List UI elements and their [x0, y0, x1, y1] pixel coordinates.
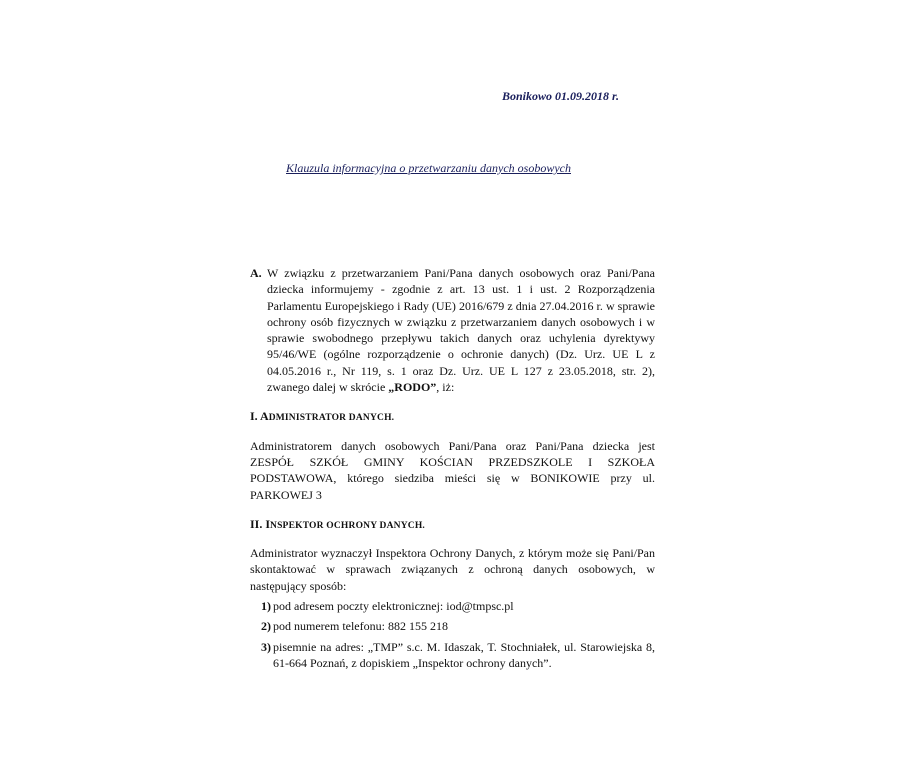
section-1-heading-initial: A [260, 409, 269, 424]
document-date: Bonikowo 01.09.2018 r. [502, 89, 620, 103]
list-number: 3) [261, 639, 271, 654]
list-text: pod adresem poczty elektronicznej: iod@tmpsc.pl [273, 599, 514, 614]
document-body [250, 265, 655, 671]
section-2-heading-initial: I [265, 516, 271, 531]
document-title: Klauzula informacyjna o przetwarzaniu danych osobowych [286, 161, 571, 175]
section-1-number: I. [250, 409, 258, 424]
administrator-paragraph: Administratorem danych osobowych Pani/Pana oraz Pani/Pana dziecka jest ZESPÓŁ SZKÓŁ GMINY KOŚCIAN PRZEDSZKOLE I SZKOŁA PODSTAWOWA, którego siedziba mieści się w BONIKOWIE przy ul. PARKOWEJ 3 [250, 438, 655, 502]
contact-method-post [250, 639, 655, 672]
section-2-number: II. [250, 516, 263, 531]
contact-method-phone [250, 618, 655, 634]
section-1-heading-rest: DMINISTRATOR DANYCH. [268, 413, 395, 424]
section-heading-inspector [250, 516, 655, 534]
list-text: pod numerem telefonu: 882 155 218 [273, 619, 448, 634]
contact-method-email [250, 598, 655, 614]
list-number: 2) [261, 619, 271, 634]
contact-methods-list [250, 598, 655, 671]
section-a-text-end: , iż: [436, 380, 455, 395]
section-2-heading-rest: NSPEKTOR OCHRONY DANYCH. [270, 520, 425, 531]
section-heading-administrator [250, 408, 655, 426]
rodo-term: „RODO” [388, 380, 437, 395]
list-number: 1) [261, 599, 271, 614]
section-a-text: W związku z przetwarzaniem Pani/Pana danych osobowych oraz Pani/Pana dziecka informujemy - zgodnie z art. 13 ust. 1 i ust. 2 Rozporządzenia Parlamentu Europejskiego i Rady (UE) 2016/679 z dnia 27.04.2016 r. w sprawie ochrony osób fizycznych w związku z przetwarzaniem danych osobowych i w sprawie swobodnego przepływu takich danych oraz uchylenia dyrektywy 95/46/WE (ogólne rozporządzenie o ochronie danych) (Dz. Urz. UE L z 04.05.2016 r., Nr 119, s. 1 oraz Dz. Urz. UE L 127 z 23.05.2018, str. 2), zwanego dalej w skrócie [267, 266, 655, 395]
inspector-paragraph: Administrator wyznaczył Inspektora Ochrony Danych, z którym może się Pani/Pan skontaktować w sprawach związanych z ochroną danych osobowych, w następujący sposób: [250, 546, 655, 593]
list-text: pisemnie na adres: „TMP” s.c. M. Idaszak, T. Stochniałek, ul. Starowiejska 8, 61-664 Poznań, z dopiskiem „Inspektor ochrony danych”. [273, 639, 655, 670]
section-a-marker: A. [250, 266, 262, 280]
section-a-paragraph [250, 265, 655, 395]
